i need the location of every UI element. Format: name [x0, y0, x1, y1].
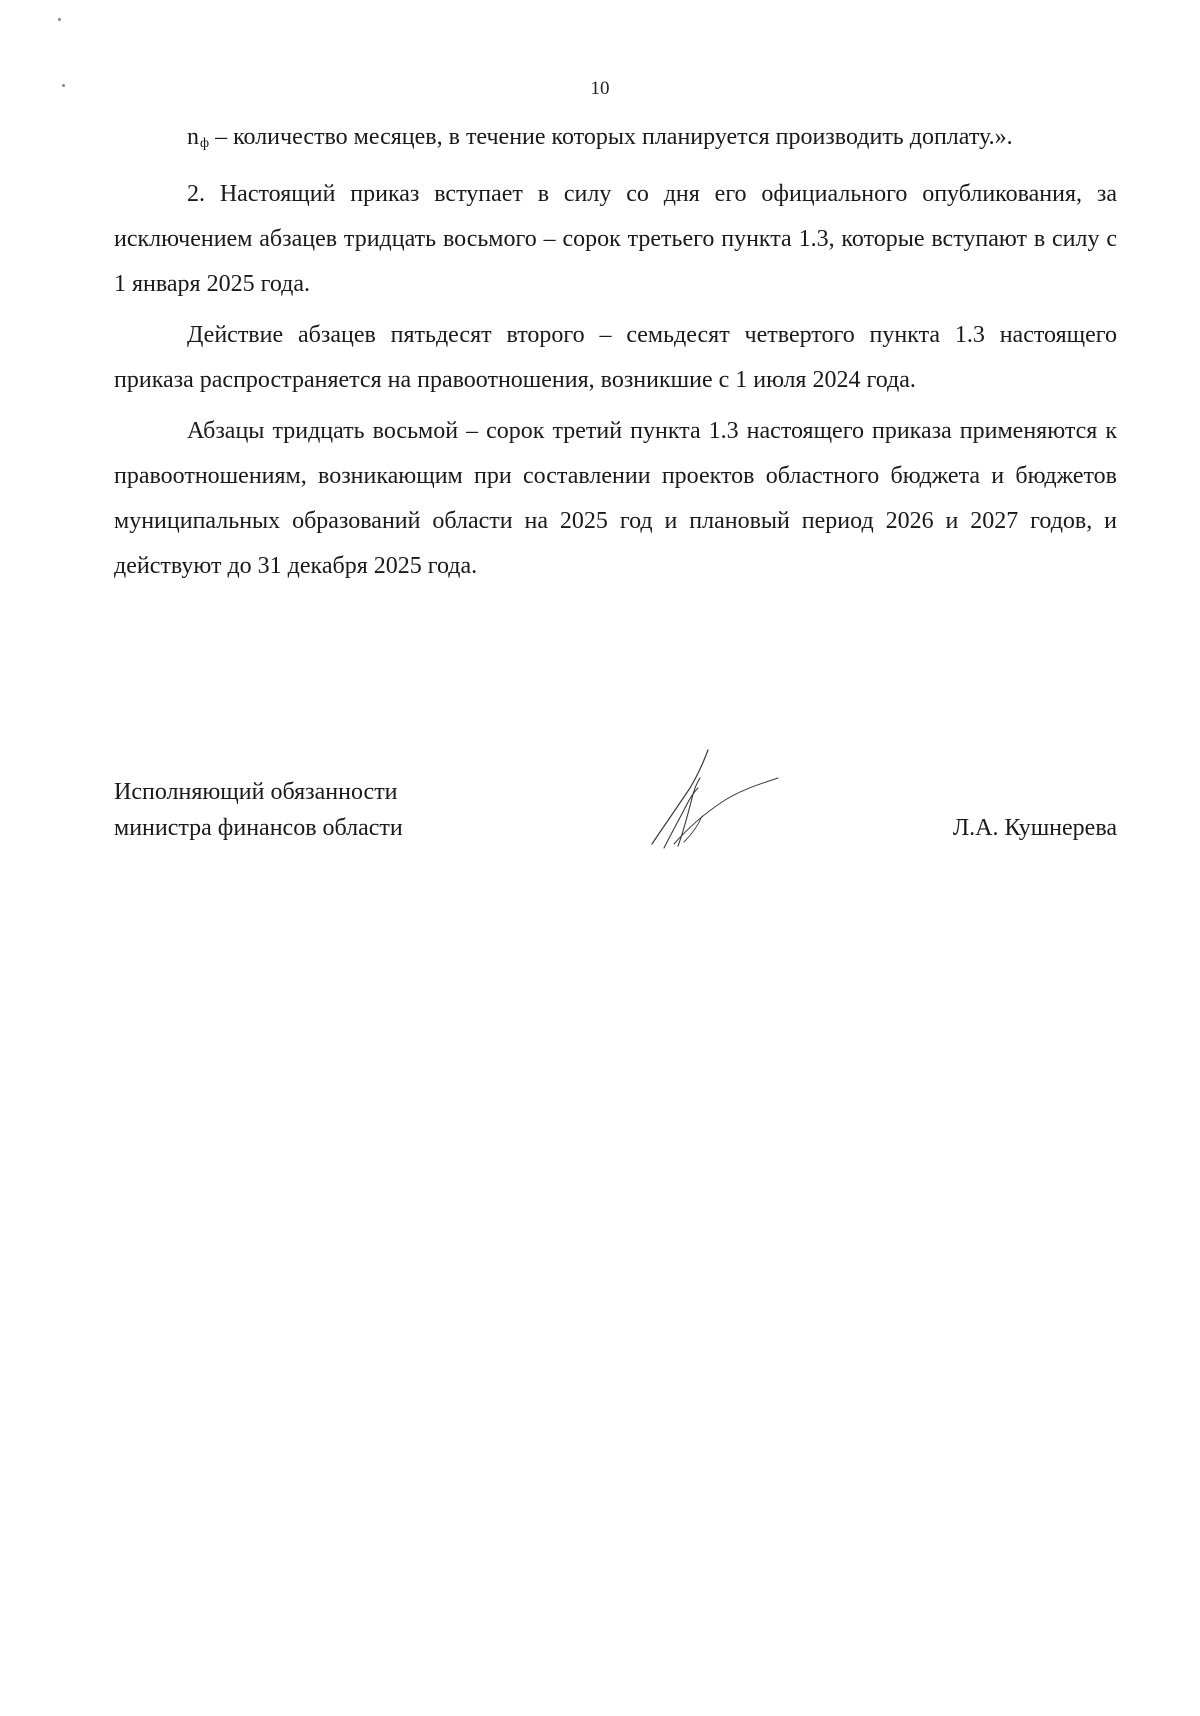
- signer-position-line-1: Исполняющий обязанности: [114, 779, 398, 805]
- paragraph-text: Действие абзацев пятьдесят второго – семьдесят четвертого пункта 1.3 настоящего приказа распространяется на правоотношения, возникшие с 1 июля 2024 года.: [114, 322, 1117, 393]
- signature-block: [114, 774, 1117, 874]
- paragraph-application: [114, 409, 1117, 589]
- document-body: [114, 115, 1117, 589]
- paragraph-text: – количество месяцев, в течение которых планируется производить доплату.».: [209, 124, 1013, 150]
- paragraph-effect: [114, 313, 1117, 403]
- scan-speck: [58, 18, 61, 21]
- paragraph-text: 2. Настоящий приказ вступает в силу со дня его официального опубликования, за исключением абзацев тридцать восьмого – сорок третьего пункта 1.3, которые вступают в силу с 1 января 2025 года.: [114, 181, 1117, 297]
- formula-symbol: n: [187, 124, 199, 150]
- handwritten-signature: [644, 744, 784, 854]
- formula-symbol-subscript: ф: [200, 136, 210, 151]
- signature-strokes: [652, 750, 778, 848]
- paragraph-item-2: [114, 172, 1117, 307]
- paragraph-text: Абзацы тридцать восьмой – сорок третий пункта 1.3 настоящего приказа применяются к правоотношениям, возникающим при составлении проектов областного бюджета и бюджетов муниципальных образований области на 2025 год и плановый период 2026 и 2027 годов, и действуют до 31 декабря 2025 года.: [114, 418, 1117, 579]
- paragraph-formula-definition: [114, 115, 1117, 166]
- page-number: 10: [590, 78, 610, 99]
- signer-name: Л.А. Кушнерева: [952, 815, 1117, 841]
- signer-position: [114, 774, 403, 846]
- signer-position-line-2: министра финансов области: [114, 815, 403, 841]
